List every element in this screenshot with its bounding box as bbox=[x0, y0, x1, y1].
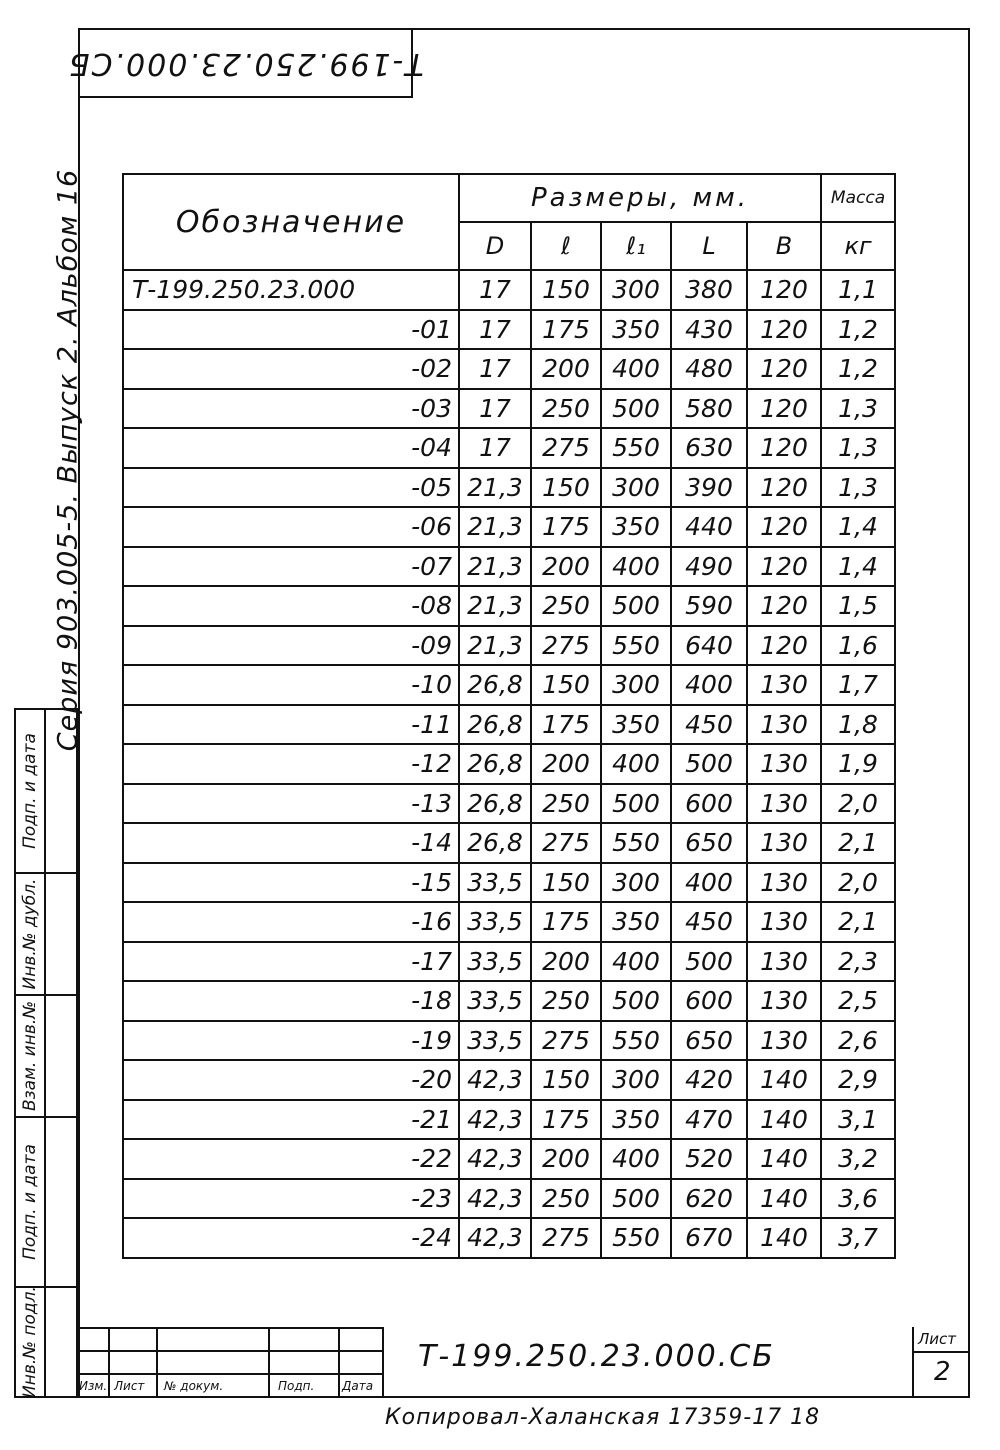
cell-l1: 400 bbox=[601, 1139, 671, 1179]
cell-m: 1,4 bbox=[821, 547, 895, 587]
table-row bbox=[123, 310, 895, 350]
cell-l: 200 bbox=[531, 349, 601, 389]
row-designation: Т-199.250.23.000 bbox=[123, 270, 459, 310]
cell-B: 130 bbox=[747, 902, 821, 942]
cell-m: 1,2 bbox=[821, 310, 895, 350]
cell-m: 2,1 bbox=[821, 823, 895, 863]
cell-L: 450 bbox=[671, 705, 747, 745]
cell-B: 120 bbox=[747, 310, 821, 350]
side-field-label: Инв.№ дубл. bbox=[20, 878, 40, 990]
row-designation: -20 bbox=[123, 1060, 459, 1100]
cell-L: 600 bbox=[671, 784, 747, 824]
cell-m: 3,6 bbox=[821, 1179, 895, 1219]
cell-D: 26,8 bbox=[459, 665, 531, 705]
cell-B: 140 bbox=[747, 1218, 821, 1258]
cell-m: 1,1 bbox=[821, 270, 895, 310]
cell-l1: 350 bbox=[601, 705, 671, 745]
table-row bbox=[123, 468, 895, 508]
cell-l: 250 bbox=[531, 981, 601, 1021]
table-row bbox=[123, 981, 895, 1021]
side-signature-strip bbox=[14, 708, 78, 1398]
cell-l: 200 bbox=[531, 547, 601, 587]
side-field-dup-inv bbox=[16, 874, 78, 996]
header-col-D: D bbox=[459, 222, 531, 270]
cell-D: 33,5 bbox=[459, 942, 531, 982]
cell-D: 42,3 bbox=[459, 1179, 531, 1219]
row-designation: -17 bbox=[123, 942, 459, 982]
cell-l: 200 bbox=[531, 1139, 601, 1179]
cell-L: 630 bbox=[671, 428, 747, 468]
cell-L: 650 bbox=[671, 823, 747, 863]
cell-L: 400 bbox=[671, 665, 747, 705]
cell-L: 500 bbox=[671, 744, 747, 784]
header-mass-unit: кг bbox=[821, 222, 895, 270]
cell-L: 480 bbox=[671, 349, 747, 389]
cell-D: 21,3 bbox=[459, 586, 531, 626]
table-row bbox=[123, 349, 895, 389]
cell-L: 580 bbox=[671, 389, 747, 429]
cell-D: 17 bbox=[459, 428, 531, 468]
cell-B: 120 bbox=[747, 626, 821, 666]
table-row bbox=[123, 863, 895, 903]
cell-m: 1,3 bbox=[821, 428, 895, 468]
cell-L: 430 bbox=[671, 310, 747, 350]
cell-m: 1,3 bbox=[821, 468, 895, 508]
table-row bbox=[123, 942, 895, 982]
cell-m: 3,1 bbox=[821, 1100, 895, 1140]
cell-B: 130 bbox=[747, 1021, 821, 1061]
cell-D: 42,3 bbox=[459, 1100, 531, 1140]
cell-D: 42,3 bbox=[459, 1060, 531, 1100]
row-designation: -08 bbox=[123, 586, 459, 626]
cell-L: 470 bbox=[671, 1100, 747, 1140]
cell-l1: 300 bbox=[601, 863, 671, 903]
cell-l1: 500 bbox=[601, 981, 671, 1021]
cell-l: 200 bbox=[531, 744, 601, 784]
cell-D: 26,8 bbox=[459, 744, 531, 784]
header-col-l: ℓ bbox=[531, 222, 601, 270]
cell-B: 120 bbox=[747, 349, 821, 389]
cell-l1: 400 bbox=[601, 942, 671, 982]
cell-B: 120 bbox=[747, 586, 821, 626]
cell-D: 26,8 bbox=[459, 705, 531, 745]
cell-D: 33,5 bbox=[459, 981, 531, 1021]
cell-L: 600 bbox=[671, 981, 747, 1021]
row-designation: -04 bbox=[123, 428, 459, 468]
cell-l1: 400 bbox=[601, 744, 671, 784]
cell-l: 250 bbox=[531, 1179, 601, 1219]
cell-D: 33,5 bbox=[459, 902, 531, 942]
header-mass: Масса bbox=[821, 174, 895, 222]
cell-m: 1,6 bbox=[821, 626, 895, 666]
cell-B: 130 bbox=[747, 744, 821, 784]
cell-l1: 550 bbox=[601, 1021, 671, 1061]
cell-D: 17 bbox=[459, 270, 531, 310]
table-row bbox=[123, 428, 895, 468]
cell-B: 130 bbox=[747, 942, 821, 982]
row-designation: -16 bbox=[123, 902, 459, 942]
cell-l1: 400 bbox=[601, 547, 671, 587]
cell-l1: 500 bbox=[601, 389, 671, 429]
cell-l1: 350 bbox=[601, 507, 671, 547]
tb-label-docnum: № докум. bbox=[164, 1379, 224, 1393]
cell-L: 620 bbox=[671, 1179, 747, 1219]
dimensions-table bbox=[122, 173, 896, 1259]
cell-B: 120 bbox=[747, 547, 821, 587]
revision-grid bbox=[78, 1327, 384, 1398]
table-row bbox=[123, 1021, 895, 1061]
cell-D: 21,3 bbox=[459, 507, 531, 547]
cell-L: 520 bbox=[671, 1139, 747, 1179]
table-row bbox=[123, 902, 895, 942]
header-designation: Обозначение bbox=[123, 174, 459, 270]
cell-m: 2,9 bbox=[821, 1060, 895, 1100]
row-designation: -22 bbox=[123, 1139, 459, 1179]
header-col-L: L bbox=[671, 222, 747, 270]
cell-B: 120 bbox=[747, 270, 821, 310]
cell-l1: 550 bbox=[601, 626, 671, 666]
cell-L: 380 bbox=[671, 270, 747, 310]
cell-l: 150 bbox=[531, 863, 601, 903]
cell-L: 640 bbox=[671, 626, 747, 666]
table-row bbox=[123, 626, 895, 666]
cell-l: 150 bbox=[531, 468, 601, 508]
cell-D: 17 bbox=[459, 310, 531, 350]
cell-L: 500 bbox=[671, 942, 747, 982]
cell-L: 390 bbox=[671, 468, 747, 508]
cell-l1: 500 bbox=[601, 1179, 671, 1219]
table-row bbox=[123, 586, 895, 626]
row-designation: -18 bbox=[123, 981, 459, 1021]
tb-label-change: Изм. bbox=[79, 1379, 108, 1393]
cell-D: 33,5 bbox=[459, 1021, 531, 1061]
cell-L: 650 bbox=[671, 1021, 747, 1061]
cell-D: 21,3 bbox=[459, 626, 531, 666]
title-block bbox=[78, 1327, 970, 1398]
cell-l1: 300 bbox=[601, 270, 671, 310]
cell-l: 250 bbox=[531, 586, 601, 626]
cell-m: 2,0 bbox=[821, 863, 895, 903]
row-designation: -06 bbox=[123, 507, 459, 547]
header-col-B: В bbox=[747, 222, 821, 270]
cell-m: 1,2 bbox=[821, 349, 895, 389]
row-designation: -15 bbox=[123, 863, 459, 903]
side-field-label: Подп. и дата bbox=[20, 1144, 40, 1260]
cell-l1: 550 bbox=[601, 823, 671, 863]
row-designation: -13 bbox=[123, 784, 459, 824]
tb-label-signature: Подп. bbox=[278, 1379, 315, 1393]
cell-B: 140 bbox=[747, 1100, 821, 1140]
cell-B: 120 bbox=[747, 507, 821, 547]
cell-B: 120 bbox=[747, 428, 821, 468]
side-field-orig-inv bbox=[16, 1288, 78, 1396]
row-designation: -12 bbox=[123, 744, 459, 784]
cell-D: 33,5 bbox=[459, 863, 531, 903]
cell-L: 450 bbox=[671, 902, 747, 942]
series-note-text: Серия 903.005-5. Выпуск 2. Альбом 16 bbox=[52, 168, 84, 752]
cell-l1: 350 bbox=[601, 310, 671, 350]
cell-l1: 550 bbox=[601, 1218, 671, 1258]
cell-l1: 500 bbox=[601, 784, 671, 824]
cell-m: 1,7 bbox=[821, 665, 895, 705]
copy-note: Копировал-Халанская 17359-17 18 bbox=[385, 1405, 821, 1430]
cell-l: 275 bbox=[531, 626, 601, 666]
cell-D: 17 bbox=[459, 389, 531, 429]
row-designation: -05 bbox=[123, 468, 459, 508]
cell-l1: 350 bbox=[601, 1100, 671, 1140]
cell-l: 175 bbox=[531, 705, 601, 745]
table-row bbox=[123, 270, 895, 310]
cell-B: 130 bbox=[747, 665, 821, 705]
row-designation: -01 bbox=[123, 310, 459, 350]
cell-L: 440 bbox=[671, 507, 747, 547]
cell-L: 490 bbox=[671, 547, 747, 587]
side-field-label: Взам. инв.№ bbox=[20, 1000, 40, 1112]
tb-label-sheet: Лист bbox=[114, 1379, 145, 1393]
cell-m: 2,6 bbox=[821, 1021, 895, 1061]
cell-m: 1,4 bbox=[821, 507, 895, 547]
cell-l: 175 bbox=[531, 507, 601, 547]
table-row bbox=[123, 705, 895, 745]
cell-l: 275 bbox=[531, 823, 601, 863]
table-row bbox=[123, 1100, 895, 1140]
header-col-l1: ℓ₁ bbox=[601, 222, 671, 270]
cell-m: 1,9 bbox=[821, 744, 895, 784]
cell-B: 140 bbox=[747, 1060, 821, 1100]
cell-L: 590 bbox=[671, 586, 747, 626]
table-row bbox=[123, 784, 895, 824]
table-row bbox=[123, 389, 895, 429]
cell-l: 150 bbox=[531, 665, 601, 705]
cell-l: 250 bbox=[531, 389, 601, 429]
cell-B: 130 bbox=[747, 705, 821, 745]
cell-m: 1,5 bbox=[821, 586, 895, 626]
row-designation: -21 bbox=[123, 1100, 459, 1140]
cell-l1: 350 bbox=[601, 902, 671, 942]
sheet-number: 2 bbox=[934, 1357, 951, 1387]
cell-D: 17 bbox=[459, 349, 531, 389]
cell-L: 670 bbox=[671, 1218, 747, 1258]
cell-D: 42,3 bbox=[459, 1139, 531, 1179]
table-row bbox=[123, 547, 895, 587]
cell-l: 250 bbox=[531, 784, 601, 824]
cell-m: 2,0 bbox=[821, 784, 895, 824]
cell-l1: 300 bbox=[601, 665, 671, 705]
side-field-sign-date-top bbox=[16, 710, 78, 874]
cell-l1: 400 bbox=[601, 349, 671, 389]
cell-B: 130 bbox=[747, 823, 821, 863]
row-designation: -02 bbox=[123, 349, 459, 389]
side-field-label: Подп. и дата bbox=[20, 733, 40, 849]
cell-m: 2,5 bbox=[821, 981, 895, 1021]
cell-l: 150 bbox=[531, 1060, 601, 1100]
cell-l1: 500 bbox=[601, 586, 671, 626]
side-field-label: Инв.№ подл. bbox=[20, 1286, 40, 1398]
row-designation: -11 bbox=[123, 705, 459, 745]
sheet-box bbox=[912, 1327, 970, 1398]
cell-l: 275 bbox=[531, 1021, 601, 1061]
sheet-label: Лист bbox=[918, 1330, 957, 1348]
table-row bbox=[123, 744, 895, 784]
cell-L: 420 bbox=[671, 1060, 747, 1100]
cell-m: 1,3 bbox=[821, 389, 895, 429]
cell-m: 3,2 bbox=[821, 1139, 895, 1179]
table-row bbox=[123, 1179, 895, 1219]
table-row bbox=[123, 1060, 895, 1100]
cell-D: 26,8 bbox=[459, 784, 531, 824]
inverted-stamp-text: Т-199.250.23.000.СБ bbox=[67, 45, 424, 81]
cell-m: 1,8 bbox=[821, 705, 895, 745]
cell-B: 120 bbox=[747, 468, 821, 508]
row-designation: -07 bbox=[123, 547, 459, 587]
cell-D: 21,3 bbox=[459, 468, 531, 508]
side-field-sign-date bbox=[16, 1118, 78, 1288]
inverted-document-stamp bbox=[67, 28, 424, 98]
cell-l1: 300 bbox=[601, 468, 671, 508]
row-designation: -03 bbox=[123, 389, 459, 429]
cell-B: 130 bbox=[747, 784, 821, 824]
cell-D: 42,3 bbox=[459, 1218, 531, 1258]
cell-D: 21,3 bbox=[459, 547, 531, 587]
cell-l: 175 bbox=[531, 310, 601, 350]
cell-l: 275 bbox=[531, 428, 601, 468]
cell-B: 140 bbox=[747, 1139, 821, 1179]
table-row bbox=[123, 823, 895, 863]
row-designation: -10 bbox=[123, 665, 459, 705]
cell-L: 400 bbox=[671, 863, 747, 903]
table-row bbox=[123, 665, 895, 705]
tb-label-date: Дата bbox=[342, 1379, 374, 1393]
table-row bbox=[123, 507, 895, 547]
cell-m: 2,1 bbox=[821, 902, 895, 942]
cell-l1: 550 bbox=[601, 428, 671, 468]
cell-l: 275 bbox=[531, 1218, 601, 1258]
cell-l: 200 bbox=[531, 942, 601, 982]
cell-B: 130 bbox=[747, 863, 821, 903]
header-sizes: Размеры, мм. bbox=[459, 174, 821, 222]
cell-B: 140 bbox=[747, 1179, 821, 1219]
side-field-replace-inv bbox=[16, 996, 78, 1118]
cell-l: 150 bbox=[531, 270, 601, 310]
table-row bbox=[123, 1139, 895, 1179]
cell-B: 130 bbox=[747, 981, 821, 1021]
table-row bbox=[123, 1218, 895, 1258]
row-designation: -19 bbox=[123, 1021, 459, 1061]
row-designation: -09 bbox=[123, 626, 459, 666]
document-code: Т-199.250.23.000.СБ bbox=[418, 1339, 775, 1374]
row-designation: -23 bbox=[123, 1179, 459, 1219]
cell-B: 120 bbox=[747, 389, 821, 429]
row-designation: -24 bbox=[123, 1218, 459, 1258]
cell-m: 2,3 bbox=[821, 942, 895, 982]
cell-m: 3,7 bbox=[821, 1218, 895, 1258]
cell-l1: 300 bbox=[601, 1060, 671, 1100]
row-designation: -14 bbox=[123, 823, 459, 863]
cell-l: 175 bbox=[531, 1100, 601, 1140]
cell-l: 175 bbox=[531, 902, 601, 942]
cell-D: 26,8 bbox=[459, 823, 531, 863]
